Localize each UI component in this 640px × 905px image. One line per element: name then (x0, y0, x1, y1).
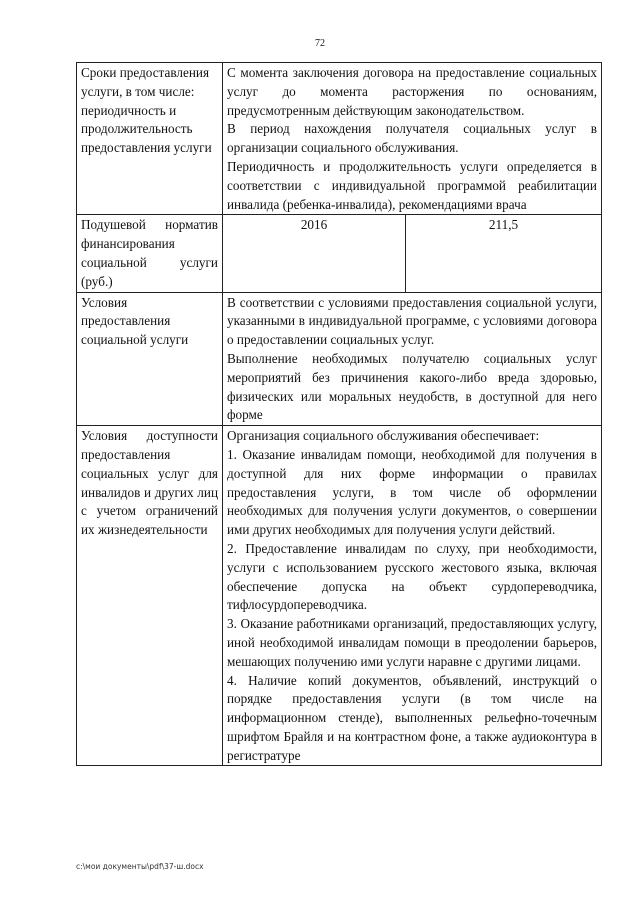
accessibility-item-3: 3. Оказание работниками организаций, предоставляющих услугу, иной необходимой инвалидам помощи в преодолении барьеров, мешающих получению ими услуги наравне с другими лицами. (227, 616, 597, 669)
terms-paragraph-3: Периодичность и продолжительность услуги определяется в соответствии с индивидуальной программой реабилитации инвалида (ребенка-инвалида), рекомендациями врача (227, 158, 597, 212)
financing-value: 211,5 (406, 215, 602, 292)
table-row-accessibility (77, 426, 602, 766)
conditions-paragraph-1: В соответствии с условиями предоставления социальной услуги, указанными в индивидуальной программе, с условиями договора о предоставлении социальных услуг. (227, 294, 597, 348)
terms-paragraph-2: В период нахождения получателя социальных услуг в организации социального обслуживания. (227, 121, 597, 156)
conditions-paragraph-2: Выполнение необходимых получателю социальных услуг мероприятий без причинения какого-либо вреда здоровью, физических или моральных неудобств, в доступной для него форме (227, 350, 597, 423)
financing-year: 2016 (223, 215, 406, 292)
accessibility-item-1: 1. Оказание инвалидам помощи, необходимой для получения в доступной для них форме информации о правилах предоставления услуги, в том числе об оформлении необходимых для получения услуги документов, о совершении ими других необходимых для получения услуги действий. (227, 446, 597, 538)
row-content-terms (223, 63, 602, 215)
table-row-conditions (77, 292, 602, 426)
accessibility-item-4: 4. Наличие копий документов, объявлений, инструкций о порядке предоставления услуги (в том числе на информационном стенде), выполненных рельефно-точечным шрифтом Брайля и на контрастном фоне, а также аудиоконтура в регистратуре (227, 672, 597, 763)
table-row-financing (77, 215, 602, 292)
row-label-accessibility: Условия доступности предоставления социальных услуг для инвалидов и других лиц с учетом ограничений их жизнедеятельности (77, 426, 223, 766)
footer-file-path: c:\мои документы\pdf\37-ш.docx (76, 862, 204, 871)
accessibility-intro: Организация социального обслуживания обеспечивает: (227, 428, 540, 444)
accessibility-item-2: 2. Предоставление инвалидам по слуху, при необходимости, услуги с использованием русского жестового языка, включая обеспечение допуска на объект сурдопереводчика, тифлосурдопереводчика. (227, 540, 597, 613)
row-content-accessibility (223, 426, 602, 766)
table-row-terms (77, 63, 602, 215)
row-content-conditions (223, 292, 602, 426)
row-label-conditions: Условия предоставления социальной услуги (77, 292, 223, 426)
services-table (76, 62, 602, 766)
row-label-terms: Сроки предоставления услуги, в том числе: периодичность и продолжительность предоставления услуги (77, 63, 223, 215)
page-number: 72 (315, 38, 325, 49)
terms-paragraph-1: С момента заключения договора на предоставление социальных услуг до момента расторжения по основаниям, предусмотренным действующим законодательством. (227, 65, 597, 118)
row-label-financing: Подушевой норматив финансирования социальной услуги (руб.) (77, 215, 223, 292)
